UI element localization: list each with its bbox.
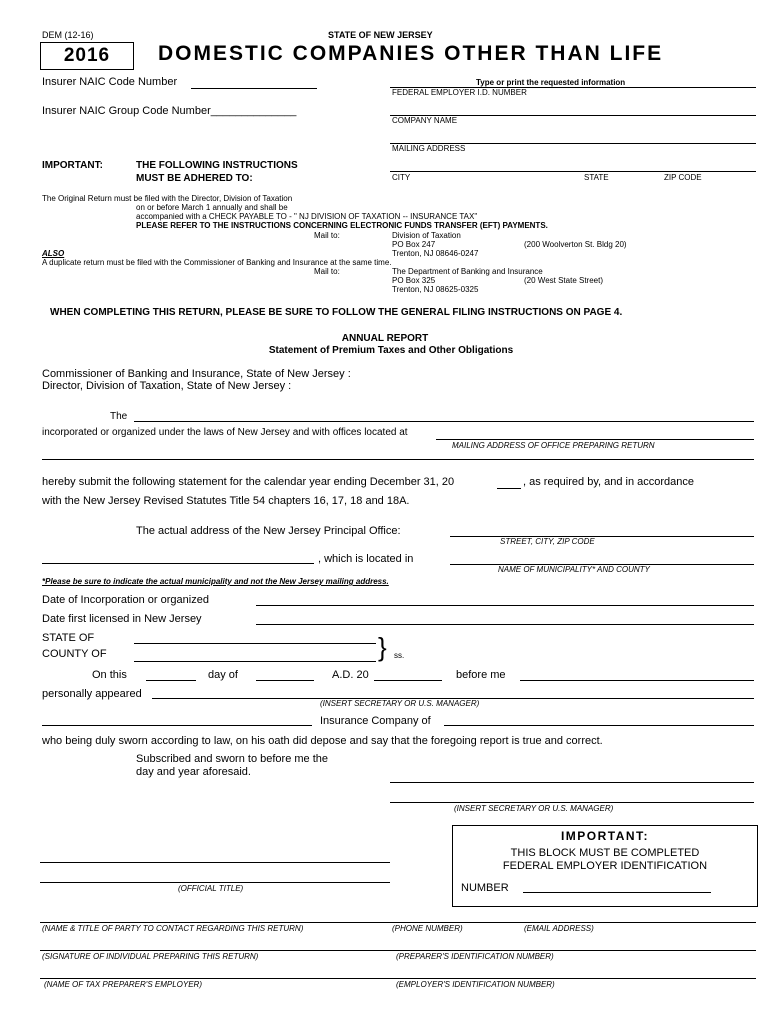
year-ending-input[interactable] [497, 488, 521, 489]
before-me-label: before me [456, 669, 506, 681]
address1-line1: Division of Taxation [392, 231, 461, 240]
mail-to-label-1: Mail to: [314, 231, 340, 240]
official-title-label: (OFFICIAL TITLE) [178, 884, 244, 893]
instructions-line1: The Original Return must be filed with the Director, Division of Taxation [42, 194, 293, 203]
principal-office-label: The actual address of the New Jersey Principal Office: [136, 525, 401, 537]
the-label: The [110, 411, 128, 422]
employer-id-label: (EMPLOYER'S IDENTIFICATION NUMBER) [396, 980, 555, 989]
important-line2: MUST BE ADHERED TO: [136, 173, 253, 184]
day-of-label: day of [208, 669, 238, 681]
date-incorporation-label: Date of Incorporation or organized [42, 594, 209, 606]
office-address-line[interactable] [436, 439, 754, 440]
form-title: DOMESTIC COMPANIES OTHER THAN LIFE [158, 42, 664, 65]
subscribed-line2: day and year aforesaid. [136, 766, 251, 778]
principal-office-input[interactable] [450, 536, 754, 537]
county-of-input[interactable] [134, 661, 376, 662]
address2-line2: PO Box 325 [392, 276, 436, 285]
principal-office-input-2[interactable] [42, 563, 314, 564]
contact-label: (NAME & TITLE OF PARTY TO CONTACT REGARDING THIS RETURN) [42, 924, 304, 933]
subscribed-line1: Subscribed and sworn to before me the [136, 753, 329, 765]
address2-line3: Trenton, NJ 08625-0325 [392, 285, 479, 294]
company-name-line[interactable] [134, 421, 754, 422]
contact-line[interactable] [40, 922, 756, 923]
address1-line3: Trenton, NJ 08646-0247 [392, 249, 479, 258]
address2-street: (20 West State Street) [524, 276, 603, 285]
state-of-input[interactable] [134, 643, 376, 644]
located-in-text: , which is located in [318, 553, 414, 565]
as-required-text: , as required by, and in accordance [523, 476, 695, 488]
fein-box-title: IMPORTANT: [560, 829, 650, 843]
important-line1: THE FOLLOWING INSTRUCTIONS [136, 160, 298, 171]
naic-group-label[interactable]: Insurer NAIC Group Code Number______________ [42, 105, 297, 117]
employer-line[interactable] [40, 978, 756, 979]
address1-line2: PO Box 247 [392, 240, 436, 249]
brace-icon: } [378, 632, 387, 662]
fein-important-box [452, 825, 758, 907]
duplicate-return-note: A duplicate return must be filed with the Commissioner of Banking and Insurance at the same time. [42, 258, 392, 267]
ad20-label: A.D. 20 [332, 669, 369, 681]
on-this-label: On this [92, 669, 127, 681]
fein-box-number-label: NUMBER [461, 882, 509, 894]
date-licensed-input[interactable] [256, 624, 754, 625]
preparer-signature-line[interactable] [40, 950, 756, 951]
before-me-input[interactable] [520, 680, 754, 681]
report-subtitle: Statement of Premium Taxes and Other Obligations [268, 345, 514, 356]
personally-appeared-label: personally appeared [42, 688, 142, 700]
date-incorporation-input[interactable] [256, 605, 754, 606]
report-title: ANNUAL REPORT [341, 333, 429, 344]
ss-label: ss. [394, 651, 405, 660]
state-heading: STATE OF NEW JERSEY [328, 30, 433, 40]
filing-instructions-note: WHEN COMPLETING THIS RETURN, PLEASE BE SURE TO FOLLOW THE GENERAL FILING INSTRUCTIONS ON PAGE 4. [50, 307, 623, 318]
mail-to-label-2: Mail to: [314, 267, 340, 276]
date-licensed-label: Date first licensed in New Jersey [42, 613, 202, 625]
month-input[interactable] [256, 680, 314, 681]
phone-label: (PHONE NUMBER) [392, 924, 463, 933]
office-address-line-2[interactable] [42, 459, 754, 460]
day-input[interactable] [146, 680, 196, 681]
company-name-label: COMPANY NAME [392, 116, 458, 125]
ad-year-input[interactable] [374, 680, 442, 681]
municipality-label: NAME OF MUNICIPALITY* AND COUNTY [498, 565, 650, 574]
state-of-label: STATE OF [42, 632, 95, 644]
municipality-note: *Please be sure to indicate the actual municipality and not the New Jersey mailing address. [42, 577, 389, 586]
addressee-director: Director, Division of Taxation, State of New Jersey : [42, 380, 292, 392]
email-label: (EMAIL ADDRESS) [524, 924, 594, 933]
state-label: STATE [584, 173, 609, 182]
insurance-company-state-input[interactable] [444, 725, 754, 726]
mailing-address-label: MAILING ADDRESS [392, 144, 466, 153]
office-address-label: MAILING ADDRESS OF OFFICE PREPARING RETURN [452, 441, 655, 450]
address2-line1: The Department of Banking and Insurance [392, 267, 543, 276]
important-label: IMPORTANT: [42, 160, 103, 171]
naic-code-input[interactable] [191, 88, 317, 89]
official-signature-line[interactable] [40, 862, 390, 863]
employer-name-label: (NAME OF TAX PREPARER'S EMPLOYER) [44, 980, 202, 989]
year-box [40, 42, 134, 70]
secretary-signature-line[interactable] [390, 802, 754, 803]
insert-secretary-label-2: (INSERT SECRETARY OR U.S. MANAGER) [454, 804, 614, 813]
instructions-line2: on or before March 1 annually and shall be [136, 203, 288, 212]
address1-street: (200 Woolverton St. Bldg 20) [524, 240, 627, 249]
insurance-company-input[interactable] [42, 725, 312, 726]
fein-box-line1: THIS BLOCK MUST BE COMPLETED [510, 847, 700, 859]
zip-label: ZIP CODE [664, 173, 702, 182]
hereby-text: hereby submit the following statement for the calendar year ending December 31, 20 [42, 476, 455, 488]
fein-box-line2: FEDERAL EMPLOYER IDENTIFICATION [502, 860, 708, 872]
statutes-text: with the New Jersey Revised Statutes Title 54 chapters 16, 17, 18 and 18A. [42, 495, 410, 507]
city-state-zip-input[interactable] [390, 171, 756, 172]
addressee-commissioner: Commissioner of Banking and Insurance, State of New Jersey : [42, 368, 351, 380]
official-title-line[interactable] [40, 882, 390, 883]
eft-note: PLEASE REFER TO THE INSTRUCTIONS CONCERNING ELECTRONIC FUNDS TRANSFER (EFT) PAYMENTS. [136, 221, 548, 230]
naic-code-label: Insurer NAIC Code Number [42, 76, 178, 88]
instructions-line3: accompanied with a CHECK PAYABLE TO - " NJ DIVISION OF TAXATION -- INSURANCE TAX" [136, 212, 478, 221]
preparer-id-label: (PREPARER'S IDENTIFICATION NUMBER) [396, 952, 554, 961]
incorporated-text: incorporated or organized under the laws of New Jersey and with offices located at [42, 427, 408, 438]
insert-secretary-label-1: (INSERT SECRETARY OR U.S. MANAGER) [320, 699, 480, 708]
city-label: CITY [392, 173, 411, 182]
year-text: 2016 [63, 45, 111, 66]
sworn-signature-line[interactable] [390, 782, 754, 783]
insurance-company-label: Insurance Company of [320, 715, 431, 727]
fein-number-input[interactable] [523, 892, 711, 893]
sworn-statement: who being duly sworn according to law, on his oath did depose and say that the foregoing report is true and correct. [42, 735, 603, 747]
street-city-zip-label: STREET, CITY, ZIP CODE [500, 537, 595, 546]
type-or-print-note: Type or print the requested information [476, 78, 626, 87]
also-label: ALSO [42, 249, 65, 258]
form-code: DEM (12-16) [42, 30, 94, 40]
fein-label: FEDERAL EMPLOYER I.D. NUMBER [392, 88, 527, 97]
preparer-signature-label: (SIGNATURE OF INDIVIDUAL PREPARING THIS RETURN) [42, 952, 259, 961]
county-of-label: COUNTY OF [42, 648, 107, 660]
